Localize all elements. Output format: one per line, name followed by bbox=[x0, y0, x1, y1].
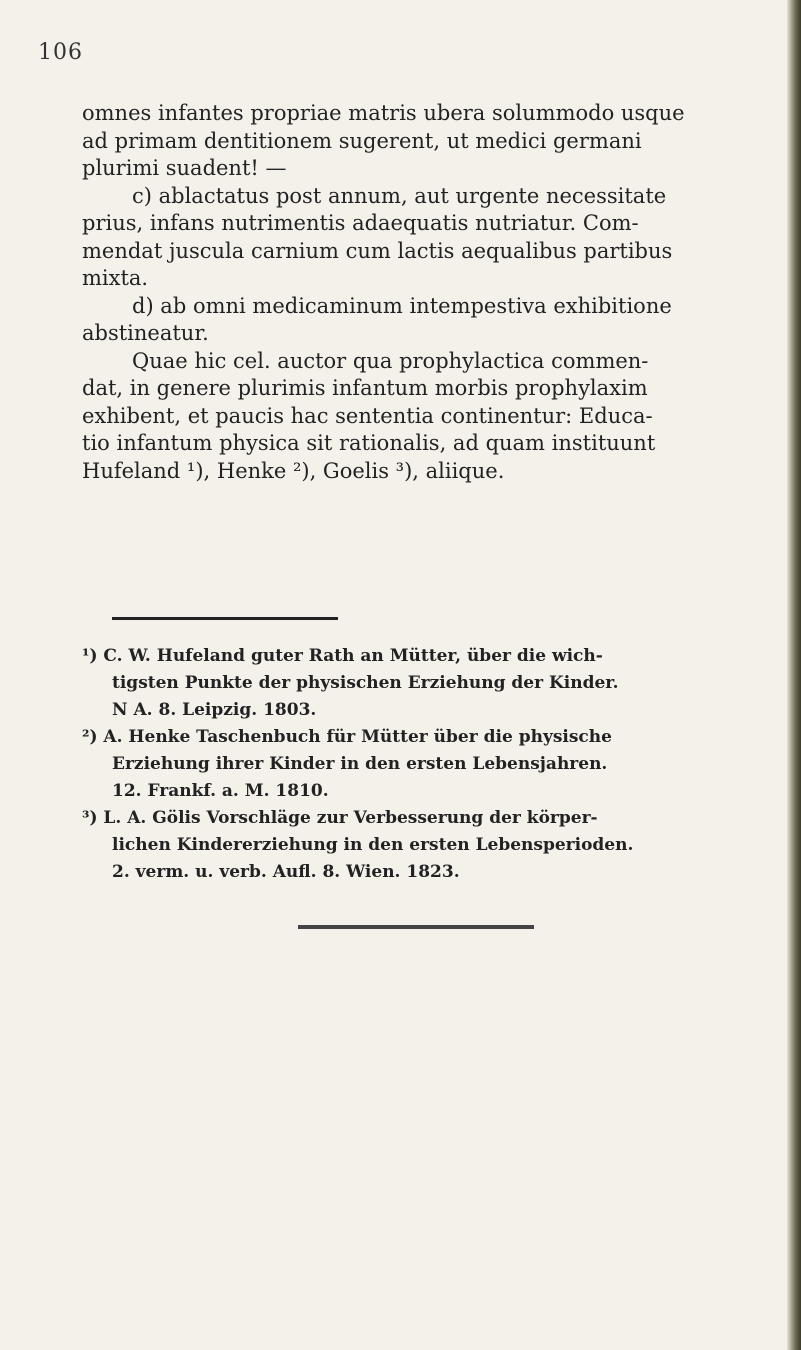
text-line: mixta. bbox=[82, 266, 149, 290]
text-line: dat, in genere plurimis infantum morbis prophylaxim bbox=[82, 376, 648, 400]
text-line: d) ab omni medicaminum intempestiva exhibitione bbox=[132, 293, 672, 318]
page-number: 106 bbox=[38, 40, 83, 65]
footnote-line: ²) A. Henke Taschenbuch für Mütter über die physische bbox=[82, 727, 612, 747]
text-line: plurimi suadent! — bbox=[82, 156, 287, 180]
footnote-line: N A. 8. Leipzig. 1803. bbox=[112, 700, 317, 720]
main-text bbox=[82, 100, 772, 485]
text-line: omnes infantes propriae matris ubera solummodo usque bbox=[82, 101, 685, 125]
footnote-separator bbox=[112, 617, 338, 620]
footnote-line: tigsten Punkte der physischen Erziehung der Kinder. bbox=[112, 673, 619, 693]
text-line: prius, infans nutrimentis adaequatis nutriatur. Com- bbox=[82, 211, 639, 235]
footnote-line: 2. verm. u. verb. Aufl. 8. Wien. 1823. bbox=[112, 862, 460, 882]
text-line: Hufeland ¹), Henke ²), Goelis ³), aliique. bbox=[82, 458, 505, 483]
footnote-line: lichen Kindererziehung in den ersten Lebensperioden. bbox=[112, 835, 634, 855]
footnote-line: ¹) C. W. Hufeland guter Rath an Mütter, über die wich- bbox=[82, 646, 603, 666]
footnote-line: Erziehung ihrer Kinder in den ersten Lebensjahren. bbox=[112, 754, 608, 774]
page-edge-shadow bbox=[787, 0, 801, 1350]
text-line: abstineatur. bbox=[82, 321, 209, 345]
text-line: tio infantum physica sit rationalis, ad quam instituunt bbox=[82, 431, 656, 455]
bottom-rule bbox=[298, 925, 534, 929]
text-line: mendat juscula carnium cum lactis aequalibus partibus bbox=[82, 238, 673, 263]
text-line: Quae hic cel. auctor qua prophylactica commen- bbox=[132, 348, 649, 373]
footnote-line: 12. Frankf. a. M. 1810. bbox=[112, 781, 329, 801]
text-line: c) ablactatus post annum, aut urgente necessitate bbox=[132, 183, 667, 208]
footnote-line: ³) L. A. Gölis Vorschläge zur Verbesserung der körper- bbox=[82, 808, 598, 828]
text-line: ad primam dentitionem sugerent, ut medici germani bbox=[82, 128, 642, 153]
footnotes bbox=[82, 643, 772, 886]
text-line: exhibent, et paucis hac sententia continentur: Educa- bbox=[82, 403, 653, 428]
